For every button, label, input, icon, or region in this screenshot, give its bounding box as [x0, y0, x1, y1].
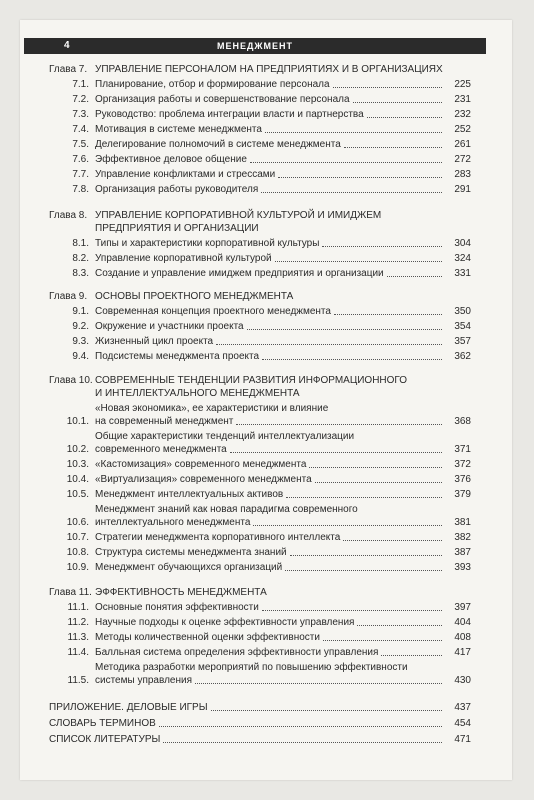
toc-entry[interactable] [49, 561, 471, 574]
dot-leader [163, 742, 442, 743]
chapter-title-text: УПРАВЛЕНИЕ ПЕРСОНАЛОМ НА ПРЕДПРИЯТИЯХ И В ОРГАНИЗАЦИЯХ [95, 64, 443, 75]
dot-leader [275, 261, 442, 262]
dot-leader [236, 424, 442, 425]
entry-page-number: 231 [454, 94, 471, 105]
entry-page-number: 371 [454, 444, 471, 455]
entry-title: Организация работы и совершенствование персонала [95, 94, 350, 105]
back-matter-page-number: 454 [454, 718, 471, 729]
entry-number: 7.7. [72, 169, 89, 180]
chapter [49, 209, 471, 280]
dot-leader [211, 710, 442, 711]
dot-leader [343, 540, 442, 541]
entry-number: 10.7. [66, 532, 89, 543]
entry-page-number: 283 [454, 169, 471, 180]
entry-title: Стратегии менеджмента корпоративного интеллекта [95, 532, 341, 543]
entry-number: 7.4. [72, 124, 89, 135]
entry-number: 10.3. [66, 459, 89, 470]
dot-leader [230, 452, 442, 453]
entry-page-number: 331 [454, 268, 471, 279]
entry-page-number: 362 [454, 351, 471, 362]
back-matter-title: СЛОВАРЬ ТЕРМИНОВ [49, 718, 156, 729]
entry-number: 10.8. [66, 547, 89, 558]
entry-number: 9.1. [72, 306, 89, 317]
entry-number: 9.2. [72, 321, 89, 332]
entry-page-number: 379 [454, 489, 471, 500]
entry-number: 8.3. [72, 268, 89, 279]
entry-title: Типы и характеристики корпоративной культуры [95, 238, 320, 249]
entry-number: 10.5. [66, 489, 89, 500]
entry-number: 9.4. [72, 351, 89, 362]
entry-title: Подсистемы менеджмента проекта [95, 351, 260, 362]
toc-entry[interactable] [49, 320, 471, 333]
toc-entry[interactable] [49, 601, 471, 614]
entry-number: 11.2. [67, 617, 89, 628]
entry-number: 11.3. [67, 632, 89, 643]
dot-leader [262, 359, 442, 360]
entry-page-number: 232 [454, 109, 471, 120]
chapter-title [49, 290, 471, 303]
dot-leader [387, 276, 442, 277]
entry-number: 10.1. [66, 416, 89, 427]
chapter [49, 63, 471, 196]
toc-entry[interactable] [49, 616, 471, 629]
back-matter-title: ПРИЛОЖЕНИЕ. ДЕЛОВЫЕ ИГРЫ [49, 702, 208, 713]
dot-leader [247, 329, 442, 330]
back-matter-title: СПИСОК ЛИТЕРАТУРЫ [49, 734, 161, 745]
entry-title: Мотивация в системе менеджмента [95, 124, 262, 135]
toc-entry[interactable] [49, 473, 471, 486]
chapter-title [49, 209, 471, 235]
chapter-label: Глава 11. [49, 587, 92, 598]
entry-title: Менеджмент интеллектуальных активов [95, 489, 284, 500]
entry-page-number: 397 [454, 602, 471, 613]
dot-leader [265, 132, 442, 133]
entry-page-number: 354 [454, 321, 471, 332]
entry-page-number: 368 [454, 416, 471, 427]
entry-number: 7.2. [72, 94, 89, 105]
dot-leader [290, 555, 442, 556]
entry-page-number: 381 [454, 517, 471, 528]
entry-title: «Кастомизация» современного менеджмента [95, 459, 307, 470]
toc-entry[interactable] [49, 430, 471, 456]
entry-page-number: 350 [454, 306, 471, 317]
chapter-title [49, 63, 471, 76]
entry-title-line2: системы управления [95, 675, 192, 686]
back-matter-entry[interactable] [49, 733, 471, 746]
entry-page-number: 272 [454, 154, 471, 165]
entry-title-line2: интеллектуального менеджмента [95, 517, 251, 528]
dot-leader [309, 467, 442, 468]
toc-entry[interactable] [49, 350, 471, 363]
chapter-title-text: ЭФФЕКТИВНОСТЬ МЕНЕДЖМЕНТА [95, 587, 267, 598]
entry-title: Планирование, отбор и формирование персонала [95, 79, 330, 90]
dot-leader [253, 525, 442, 526]
entry-number: 11.5. [67, 675, 89, 686]
entry-title-line2: на современный менеджмент [95, 416, 234, 427]
entry-page-number: 430 [454, 675, 471, 686]
chapter-title-text: ОСНОВЫ ПРОЕКТНОГО МЕНЕДЖМЕНТА [95, 291, 294, 302]
entry-title: Современная концепция проектного менеджмента [95, 306, 331, 317]
entry-page-number: 387 [454, 547, 471, 558]
entry-page-number: 291 [454, 184, 471, 195]
entry-number: 11.1. [67, 602, 89, 613]
entry-number: 10.4. [66, 474, 89, 485]
entry-number: 7.6. [72, 154, 89, 165]
toc-entry[interactable] [49, 335, 471, 348]
dot-leader [333, 87, 442, 88]
chapter-title-text-line2: И ИНТЕЛЛЕКТУАЛЬНОГО МЕНЕДЖМЕНТА [95, 388, 300, 399]
dot-leader [278, 177, 442, 178]
toc-entry[interactable] [49, 93, 471, 106]
entry-title: Делегирование полномочий в системе менеджмента [95, 139, 341, 150]
toc-entry[interactable] [49, 305, 471, 318]
entry-title: Основные понятия эффективности [95, 602, 259, 613]
entry-page-number: 393 [454, 562, 471, 573]
toc-entry[interactable] [49, 108, 471, 121]
dot-leader [344, 147, 442, 148]
entry-number: 9.3. [72, 336, 89, 347]
chapter [49, 374, 471, 574]
toc-entry[interactable] [49, 661, 471, 687]
entry-number: 7.5. [72, 139, 89, 150]
back-matter-page-number: 471 [454, 734, 471, 745]
table-of-contents [49, 63, 471, 746]
entry-title: Руководство: проблема интеграции власти и партнерства [95, 109, 364, 120]
entry-page-number: 261 [454, 139, 471, 150]
toc-entry[interactable] [49, 237, 471, 250]
toc-entry[interactable] [49, 153, 471, 166]
entry-title: Окружение и участники проекта [95, 321, 244, 332]
toc-entry[interactable] [49, 488, 471, 501]
dot-leader [159, 726, 442, 727]
entry-title: «Новая экономика», ее характеристики и влияние [95, 403, 329, 414]
toc-entry[interactable] [49, 138, 471, 151]
chapter-label: Глава 10. [49, 375, 93, 386]
page-number: 4 [64, 40, 71, 51]
toc-entry[interactable] [49, 252, 471, 265]
entry-number: 11.4. [67, 647, 89, 658]
entry-page-number: 408 [454, 632, 471, 643]
toc-entry[interactable] [49, 531, 471, 544]
entry-title: Жизненный цикл проекта [95, 336, 214, 347]
entry-page-number: 372 [454, 459, 471, 470]
entry-number: 10.6. [66, 517, 89, 528]
dot-leader [286, 497, 442, 498]
chapter-title [49, 586, 471, 599]
entry-page-number: 304 [454, 238, 471, 249]
toc-entry[interactable] [49, 183, 471, 196]
entry-title: Управление конфликтами и стрессами [95, 169, 276, 180]
entry-page-number: 417 [454, 647, 471, 658]
running-title: МЕНЕДЖМЕНТ [216, 41, 294, 51]
dot-leader [381, 655, 442, 656]
chapter-label: Глава 9. [49, 291, 88, 302]
entry-number: 10.9. [66, 562, 89, 573]
entry-title: Менеджмент знаний как новая парадигма современного [95, 504, 358, 515]
back-matter-entry[interactable] [49, 717, 471, 730]
chapter [49, 290, 471, 363]
chapter-title [49, 374, 471, 400]
back-matter-page-number: 437 [454, 702, 471, 713]
dot-leader [334, 314, 442, 315]
toc-entry[interactable] [49, 503, 471, 529]
chapter-title-text: СОВРЕМЕННЫЕ ТЕНДЕНЦИИ РАЗВИТИЯ ИНФОРМАЦИОННОГО [95, 375, 408, 386]
chapter [49, 586, 471, 687]
toc-entry[interactable] [49, 123, 471, 136]
toc-entry[interactable] [49, 78, 471, 91]
entry-number: 7.8. [72, 184, 89, 195]
toc-entry[interactable] [49, 267, 471, 280]
entry-number: 8.2. [72, 253, 89, 264]
dot-leader [353, 102, 442, 103]
entry-page-number: 404 [454, 617, 471, 628]
entry-number: 8.1. [72, 238, 89, 249]
entry-title: Менеджмент обучающихся организаций [95, 562, 283, 573]
dot-leader [322, 246, 442, 247]
entry-title: Балльная система определения эффективности управления [95, 647, 379, 658]
back-matter-entry[interactable] [49, 701, 471, 714]
entry-number: 7.3. [72, 109, 89, 120]
entry-title: Структура системы менеджмента знаний [95, 547, 287, 558]
toc-entry[interactable] [49, 546, 471, 559]
dot-leader [367, 117, 442, 118]
dot-leader [285, 570, 442, 571]
dot-leader [357, 625, 442, 626]
entry-title: Управление корпоративной культурой [95, 253, 272, 264]
chapter-label: Глава 7. [49, 64, 88, 75]
entry-title-line2: современного менеджмента [95, 444, 227, 455]
entry-title: Методы количественной оценки эффективности [95, 632, 320, 643]
toc-entry[interactable] [49, 631, 471, 644]
dot-leader [195, 683, 442, 684]
entry-page-number: 376 [454, 474, 471, 485]
chapter-title-text-line2: ПРЕДПРИЯТИЯ И ОРГАНИЗАЦИИ [95, 223, 259, 234]
chapter-label: Глава 8. [49, 210, 88, 221]
entry-title: Создание и управление имиджем предприятия и организации [95, 268, 384, 279]
entry-page-number: 324 [454, 253, 471, 264]
entry-title: Организация работы руководителя [95, 184, 259, 195]
entry-page-number: 252 [454, 124, 471, 135]
entry-title: Методика разработки мероприятий по повышению эффективности [95, 662, 408, 673]
dot-leader [315, 482, 442, 483]
dot-leader [261, 192, 442, 193]
dot-leader [323, 640, 442, 641]
back-matter [49, 701, 471, 746]
entry-title: «Виртуализация» современного менеджмента [95, 474, 312, 485]
entry-title: Общие характеристики тенденций интеллектуализации [95, 431, 355, 442]
dot-leader [262, 610, 442, 611]
running-header [24, 38, 486, 54]
toc-entry[interactable] [49, 646, 471, 659]
chapter-title-text: УПРАВЛЕНИЕ КОРПОРАТИВНОЙ КУЛЬТУРОЙ И ИМИДЖЕМ [95, 210, 382, 221]
toc-entry[interactable] [49, 168, 471, 181]
entry-number: 10.2. [66, 444, 89, 455]
entry-page-number: 357 [454, 336, 471, 347]
entry-title: Научные подходы к оценке эффективности управления [95, 617, 355, 628]
dot-leader [216, 344, 442, 345]
entry-page-number: 225 [454, 79, 471, 90]
entry-title: Эффективное деловое общение [95, 154, 247, 165]
entry-number: 7.1. [72, 79, 89, 90]
entry-page-number: 382 [454, 532, 471, 543]
dot-leader [250, 162, 442, 163]
toc-entry[interactable] [49, 402, 471, 428]
toc-entry[interactable] [49, 458, 471, 471]
